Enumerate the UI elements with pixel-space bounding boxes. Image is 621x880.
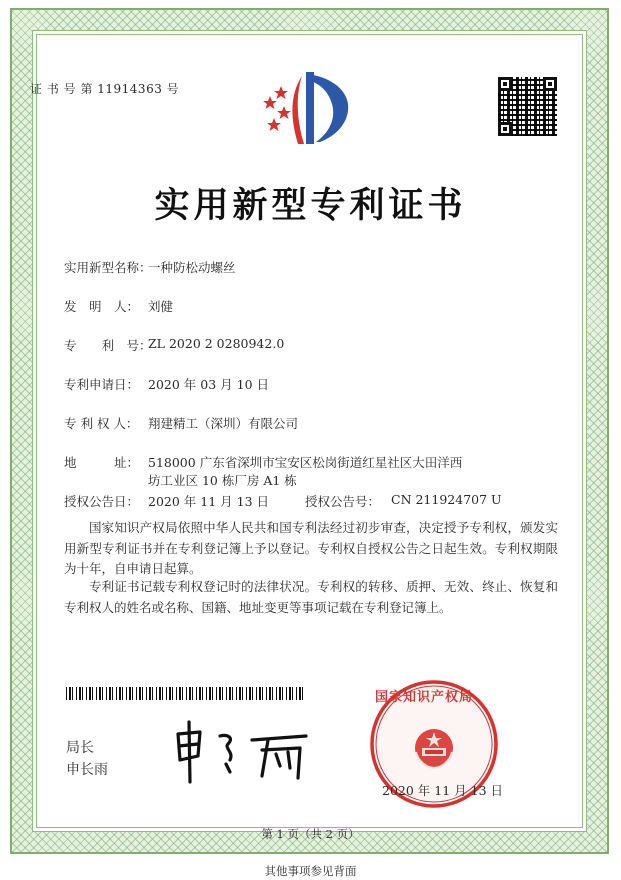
field-value-patent-number: ZL 2020 2 0280942.0	[148, 336, 285, 351]
barcode	[66, 687, 306, 700]
field-label-grant-date: 授权公告日：	[64, 494, 140, 509]
signatory-title: 局长	[66, 740, 94, 756]
field-value-filing-date: 2020 年 03 月 10 日	[148, 377, 269, 392]
field-value-address-line1: 518000 广东省深圳市宝安区松岗街道红星社区大田洋西	[148, 455, 463, 470]
national-emblem-icon	[415, 729, 453, 768]
field-label-inventor: 发 明 人：	[64, 299, 140, 314]
certificate-title: 实用新型专利证书	[154, 186, 467, 226]
field-value-patentee: 翔建精工（深圳）有限公司	[148, 416, 299, 431]
field-label-announcement-number: 授权公告号：	[305, 494, 381, 509]
paragraph-legal-status: 专利证书记载专利权登记时的法律状况。专利权的转移、质押、无效、终止、恢复和专利权人的姓名或名称、国籍、地址变更等事项记载在专利登记簿上。	[64, 579, 558, 615]
paragraph-grant-statement: 国家知识产权局依照中华人民共和国专利法经过初步审查，决定授予专利权，颁发实用新型专利证书并在专利登记簿上予以登记。专利权自授权公告之日起生效。专利权期限为十年，自申请日起算。	[64, 520, 558, 576]
handwritten-signature	[168, 716, 318, 788]
page-indicator: 第 1 页（共 2 页）	[261, 827, 360, 841]
field-value-inventor: 刘健	[148, 299, 174, 314]
field-label-name: 实用新型名称：	[64, 260, 152, 275]
field-value-grant-date: 2020 年 11 月 13 日	[148, 494, 269, 509]
footer-note: 其他事项参见背面	[264, 864, 357, 878]
seal-date: 2020 年 11 月 13 日	[382, 783, 503, 798]
cnipa-logo-icon	[256, 66, 356, 148]
field-value-announcement-number: CN 211924707 U	[391, 492, 502, 507]
qr-code	[498, 77, 557, 136]
field-label-filing-date: 专利申请日：	[64, 377, 140, 392]
field-value-address-line2: 坊工业区 10 栋厂房 A1 栋	[148, 473, 297, 488]
field-label-patentee: 专 利 权 人：	[64, 416, 139, 431]
seal-text: 国家知识产权局	[375, 690, 474, 705]
field-value-name: 一种防松动螺丝	[148, 260, 236, 275]
field-label-address: 地 址：	[64, 455, 140, 470]
field-label-patent-number: 专 利 号：	[64, 338, 152, 353]
signatory-name: 申长雨	[66, 762, 108, 778]
certificate-number: 证 书 号 第 11914363 号	[30, 82, 180, 96]
